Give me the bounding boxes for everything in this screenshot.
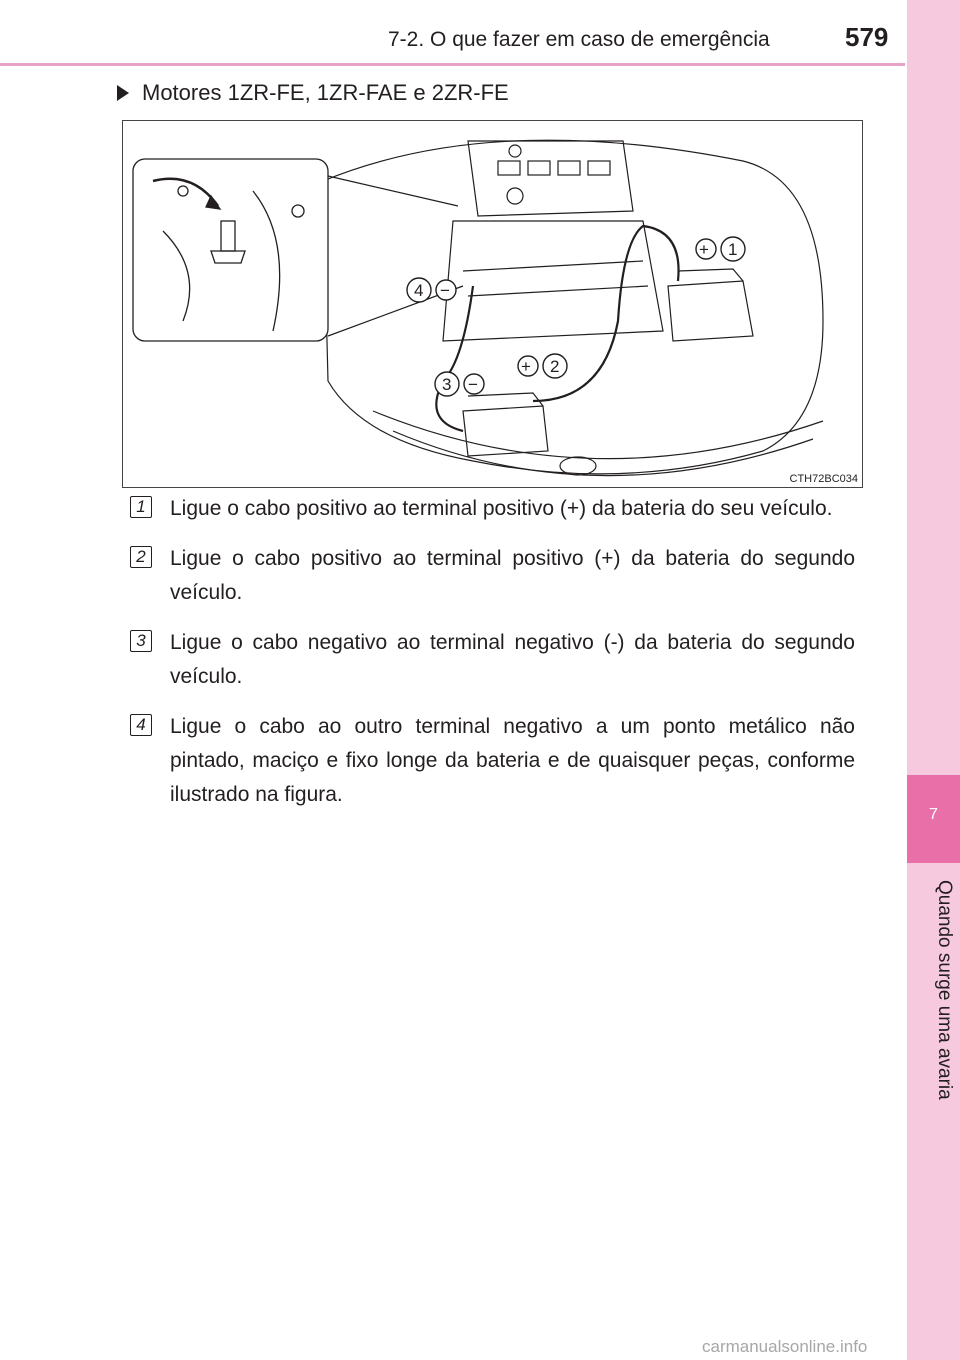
engine-diagram <box>123 121 862 487</box>
header-divider <box>0 63 905 66</box>
section-heading-text: Motores 1ZR-FE, 1ZR-FAE e 2ZR-FE <box>142 80 509 105</box>
callout-number-3: 3 <box>442 375 452 394</box>
step-text: Ligue o cabo positivo ao terminal positivo (+) da bateria do segundo veículo. <box>170 547 855 604</box>
callout-number-1: 1 <box>728 240 738 259</box>
step-text: Ligue o cabo ao outro terminal negativo a um ponto metálico não pintado, maciço e fixo longe da bateria e de quaisquer peças, conforme ilustrado na figura. <box>170 715 855 806</box>
step-number: 2 <box>130 546 152 568</box>
callout-sign-4: − <box>440 281 450 300</box>
page-number: 579 <box>845 22 889 52</box>
callout-number-4: 4 <box>414 281 424 300</box>
watermark-text: carmanualsonline.info <box>702 1337 868 1356</box>
step-item <box>130 492 855 526</box>
step-item <box>130 710 855 812</box>
step-text: Ligue o cabo positivo ao terminal positivo (+) da bateria do seu veículo. <box>170 497 833 520</box>
engine-bay-illustration <box>122 120 863 488</box>
step-number: 1 <box>130 496 152 518</box>
chapter-number: 7 <box>929 806 938 823</box>
step-number: 3 <box>130 630 152 652</box>
callout-sign-2: + <box>521 357 531 376</box>
figure-code: CTH72BC034 <box>789 473 858 485</box>
section-heading <box>117 80 509 106</box>
side-tab-strip <box>907 0 960 1360</box>
step-number: 4 <box>130 714 152 736</box>
step-text: Ligue o cabo negativo ao terminal negativo (-) da bateria do segundo veículo. <box>170 631 855 688</box>
triangle-bullet-icon <box>117 85 129 101</box>
callout-number-2: 2 <box>550 357 560 376</box>
section-header-title: 7-2. O que fazer em caso de emergência <box>388 28 770 51</box>
step-item <box>130 626 855 694</box>
steps-list <box>130 492 855 828</box>
callout-sign-1: + <box>699 240 709 259</box>
callout-sign-3: − <box>468 375 478 394</box>
step-item <box>130 542 855 610</box>
chapter-title: Quando surge uma avaria <box>934 880 955 1100</box>
